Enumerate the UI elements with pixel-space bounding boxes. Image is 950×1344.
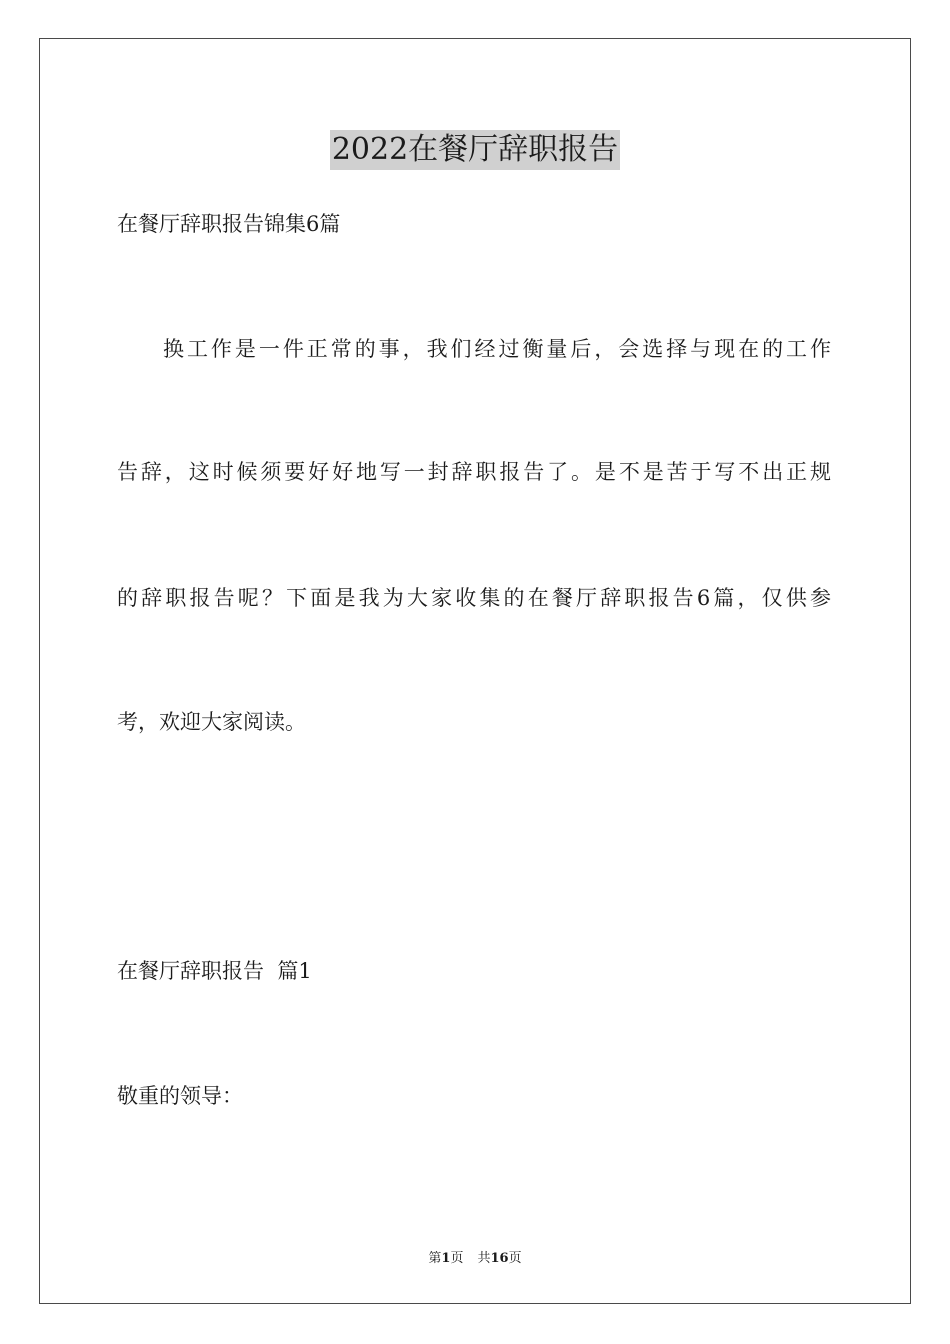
document-subtitle: 在餐厅辞职报告锦集6篇 (117, 212, 341, 236)
intro-line-2: 告辞，这时候须要好好地写一封辞职报告了。是不是苦于写不出正规 (117, 460, 831, 484)
total-pages: 16 (490, 1251, 509, 1266)
salutation: 敬重的领导： (117, 1084, 243, 1108)
document-title-text: 2022在餐厅辞职报告 (330, 130, 620, 170)
page-suffix: 页 (450, 1251, 464, 1266)
total-suffix: 页 (508, 1251, 522, 1266)
intro-line-1: 换工作是一件正常的事，我们经过衡量后，会选择与现在的工作 (163, 337, 831, 361)
total-prefix: 共 (477, 1251, 491, 1266)
intro-line-3: 的辞职报告呢？下面是我为大家收集的在餐厅辞职报告6篇，仅供参 (117, 586, 831, 610)
page-number: 1 (441, 1251, 451, 1266)
page-prefix: 第 (428, 1251, 442, 1266)
page-footer (0, 1247, 950, 1266)
document-title (0, 128, 950, 170)
intro-line-4: 考，欢迎大家阅读。 (117, 710, 306, 734)
section-heading: 在餐厅辞职报告 篇1 (117, 959, 312, 983)
